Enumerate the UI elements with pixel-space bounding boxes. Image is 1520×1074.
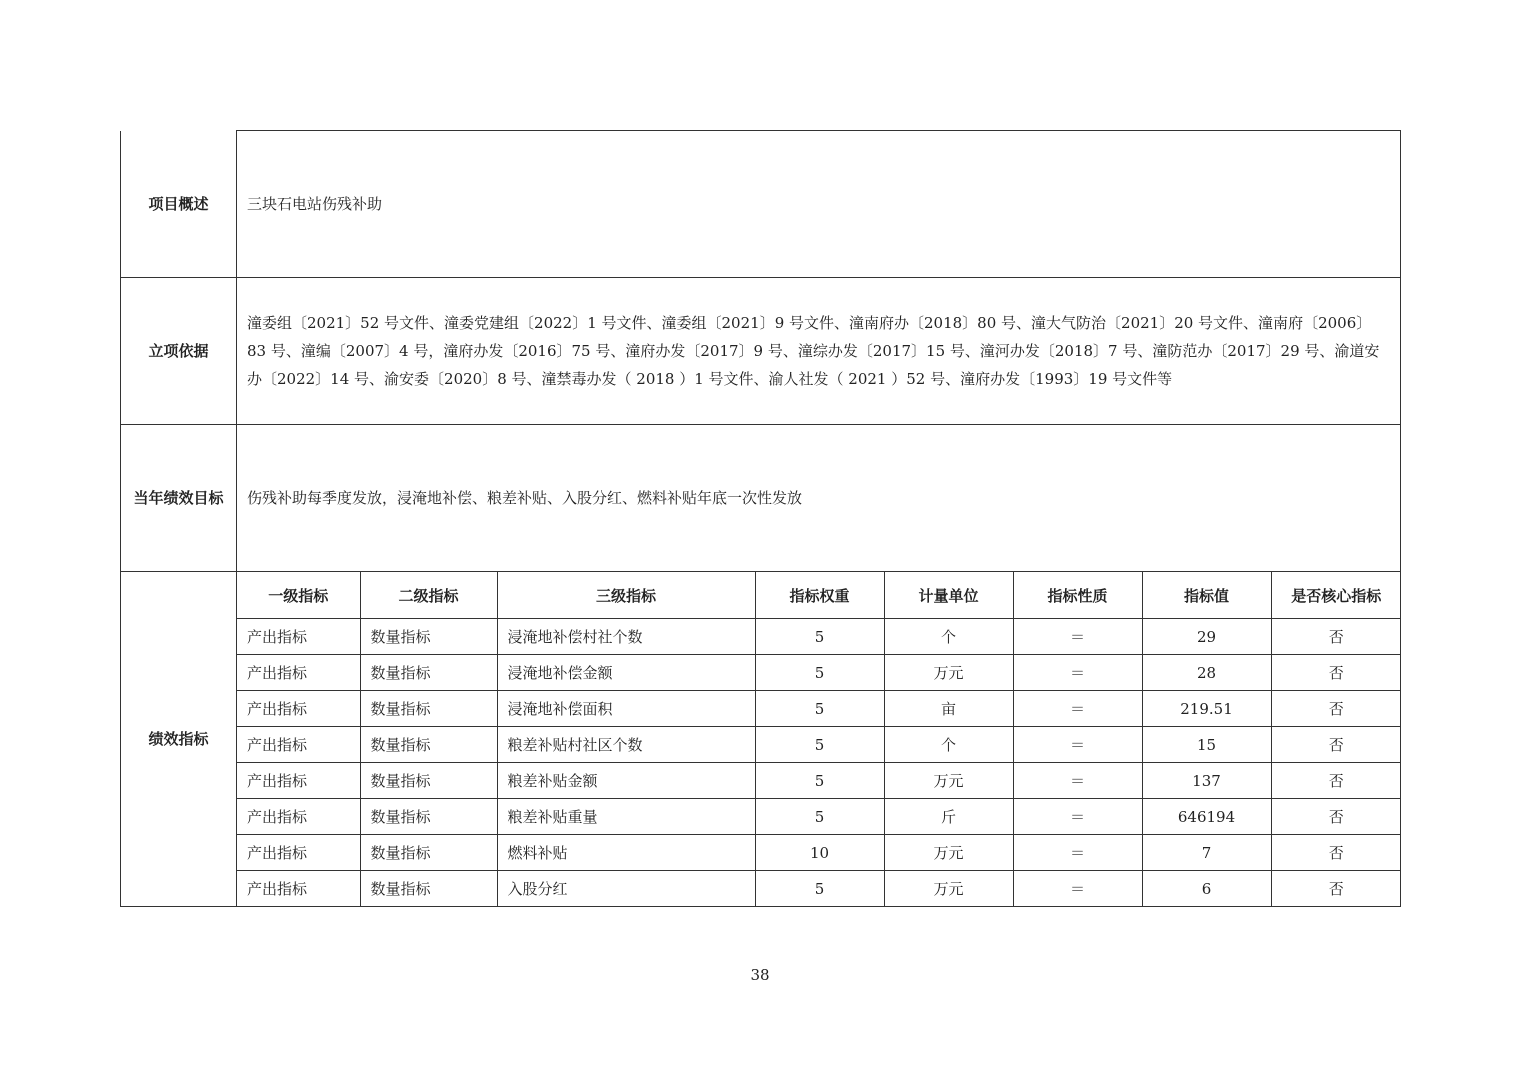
- cell-weight: 5: [755, 619, 884, 655]
- cell-core: 否: [1271, 799, 1401, 835]
- cell-nature: ＝: [1013, 727, 1142, 763]
- header-core: 是否核心指标: [1271, 572, 1401, 619]
- goal-label: [121, 425, 237, 572]
- table-row: [237, 727, 1401, 763]
- cell-value: 29: [1142, 619, 1271, 655]
- cell-level3: 浸淹地补偿面积: [497, 691, 755, 727]
- basis-label: 立项依据: [121, 278, 237, 425]
- cell-nature: ＝: [1013, 871, 1142, 907]
- cell-value: 15: [1142, 727, 1271, 763]
- cell-level2: 数量指标: [360, 835, 497, 871]
- overview-text: 三块石电站伤残补助: [237, 131, 1401, 278]
- cell-weight: 10: [755, 835, 884, 871]
- goal-label-text: 当年绩效目标: [133, 489, 224, 507]
- cell-level1: 产出指标: [237, 871, 360, 907]
- cell-nature: ＝: [1013, 835, 1142, 871]
- cell-value: 219.51: [1142, 691, 1271, 727]
- cell-level3: 入股分红: [497, 871, 755, 907]
- table-row: [237, 763, 1401, 799]
- cell-core: 否: [1271, 871, 1401, 907]
- cell-unit: 斤: [884, 799, 1013, 835]
- goal-text: 伤残补助每季度发放，浸淹地补偿、粮差补贴、入股分红、燃料补贴年底一次性发放: [237, 425, 1401, 572]
- cell-unit: 万元: [884, 871, 1013, 907]
- overview-label: 项目概述: [121, 131, 237, 278]
- cell-core: 否: [1271, 691, 1401, 727]
- cell-core: 否: [1271, 763, 1401, 799]
- cell-level2: 数量指标: [360, 763, 497, 799]
- cell-weight: 5: [755, 691, 884, 727]
- header-nature: 指标性质: [1013, 572, 1142, 619]
- cell-level3: 粮差补贴村社区个数: [497, 727, 755, 763]
- cell-level2: 数量指标: [360, 871, 497, 907]
- header-unit: 计量单位: [884, 572, 1013, 619]
- cell-value: 646194: [1142, 799, 1271, 835]
- cell-level2: 数量指标: [360, 727, 497, 763]
- cell-level2: 数量指标: [360, 619, 497, 655]
- cell-level1: 产出指标: [237, 655, 360, 691]
- cell-level1: 产出指标: [237, 835, 360, 871]
- cell-nature: ＝: [1013, 619, 1142, 655]
- cell-unit: 亩: [884, 691, 1013, 727]
- cell-weight: 5: [755, 871, 884, 907]
- indicators-table: [237, 572, 1401, 906]
- cell-unit: 万元: [884, 655, 1013, 691]
- cell-level3: 浸淹地补偿村社个数: [497, 619, 755, 655]
- cell-unit: 个: [884, 619, 1013, 655]
- cell-value: 137: [1142, 763, 1271, 799]
- header-level3: 三级指标: [497, 572, 755, 619]
- cell-nature: ＝: [1013, 799, 1142, 835]
- cell-unit: 万元: [884, 763, 1013, 799]
- cell-nature: ＝: [1013, 655, 1142, 691]
- cell-nature: ＝: [1013, 763, 1142, 799]
- cell-value: 6: [1142, 871, 1271, 907]
- goal-row: [121, 425, 1401, 572]
- page-number: 38: [750, 966, 770, 984]
- cell-value: 7: [1142, 835, 1271, 871]
- cell-level3: 燃料补贴: [497, 835, 755, 871]
- cell-level3: 粮差补贴重量: [497, 799, 755, 835]
- header-weight: 指标权重: [755, 572, 884, 619]
- header-level2: 二级指标: [360, 572, 497, 619]
- basis-text: 潼委组〔2021〕52 号文件、潼委党建组〔2022〕1 号文件、潼委组〔2021〕9 号文件、潼南府办〔2018〕80 号、潼大气防治〔2021〕20 号文件、潼南府〔2006〕83 号、潼编〔2007〕4 号，潼府办发〔2016〕75 号、潼府办发〔2017〕9 号、潼综办发〔2017〕15 号、潼河办发〔2018〕7 号、潼防范办〔2017〕29 号、渝道安办〔2022〕14 号、渝安委〔2020〕8 号、潼禁毒办发（ 2018 ）1 号文件、渝人社发（ 2021 ）52 号、潼府办发〔1993〕19 号文件等: [237, 278, 1401, 425]
- cell-level1: 产出指标: [237, 727, 360, 763]
- cell-level2: 数量指标: [360, 655, 497, 691]
- cell-unit: 个: [884, 727, 1013, 763]
- table-row: [237, 655, 1401, 691]
- table-row: [237, 619, 1401, 655]
- indicators-row: [121, 572, 1401, 907]
- cell-level2: 数量指标: [360, 691, 497, 727]
- header-value: 指标值: [1142, 572, 1271, 619]
- cell-weight: 5: [755, 655, 884, 691]
- cell-core: 否: [1271, 655, 1401, 691]
- indicators-label: 绩效指标: [121, 572, 237, 907]
- table-row: [237, 835, 1401, 871]
- table-row: [237, 691, 1401, 727]
- cell-core: 否: [1271, 835, 1401, 871]
- cell-weight: 5: [755, 799, 884, 835]
- project-form-table: [120, 130, 1401, 907]
- overview-row: [121, 131, 1401, 278]
- basis-row: [121, 278, 1401, 425]
- table-row: [237, 799, 1401, 835]
- cell-level1: 产出指标: [237, 799, 360, 835]
- cell-nature: ＝: [1013, 691, 1142, 727]
- cell-weight: 5: [755, 763, 884, 799]
- cell-core: 否: [1271, 727, 1401, 763]
- cell-level3: 粮差补贴金额: [497, 763, 755, 799]
- cell-level2: 数量指标: [360, 799, 497, 835]
- cell-level1: 产出指标: [237, 763, 360, 799]
- cell-level1: 产出指标: [237, 619, 360, 655]
- indicators-header-row: [237, 572, 1401, 619]
- cell-level3: 浸淹地补偿金额: [497, 655, 755, 691]
- cell-unit: 万元: [884, 835, 1013, 871]
- cell-level1: 产出指标: [237, 691, 360, 727]
- cell-core: 否: [1271, 619, 1401, 655]
- cell-value: 28: [1142, 655, 1271, 691]
- header-level1: 一级指标: [237, 572, 360, 619]
- indicators-cell: [237, 572, 1401, 907]
- table-row: [237, 871, 1401, 907]
- cell-weight: 5: [755, 727, 884, 763]
